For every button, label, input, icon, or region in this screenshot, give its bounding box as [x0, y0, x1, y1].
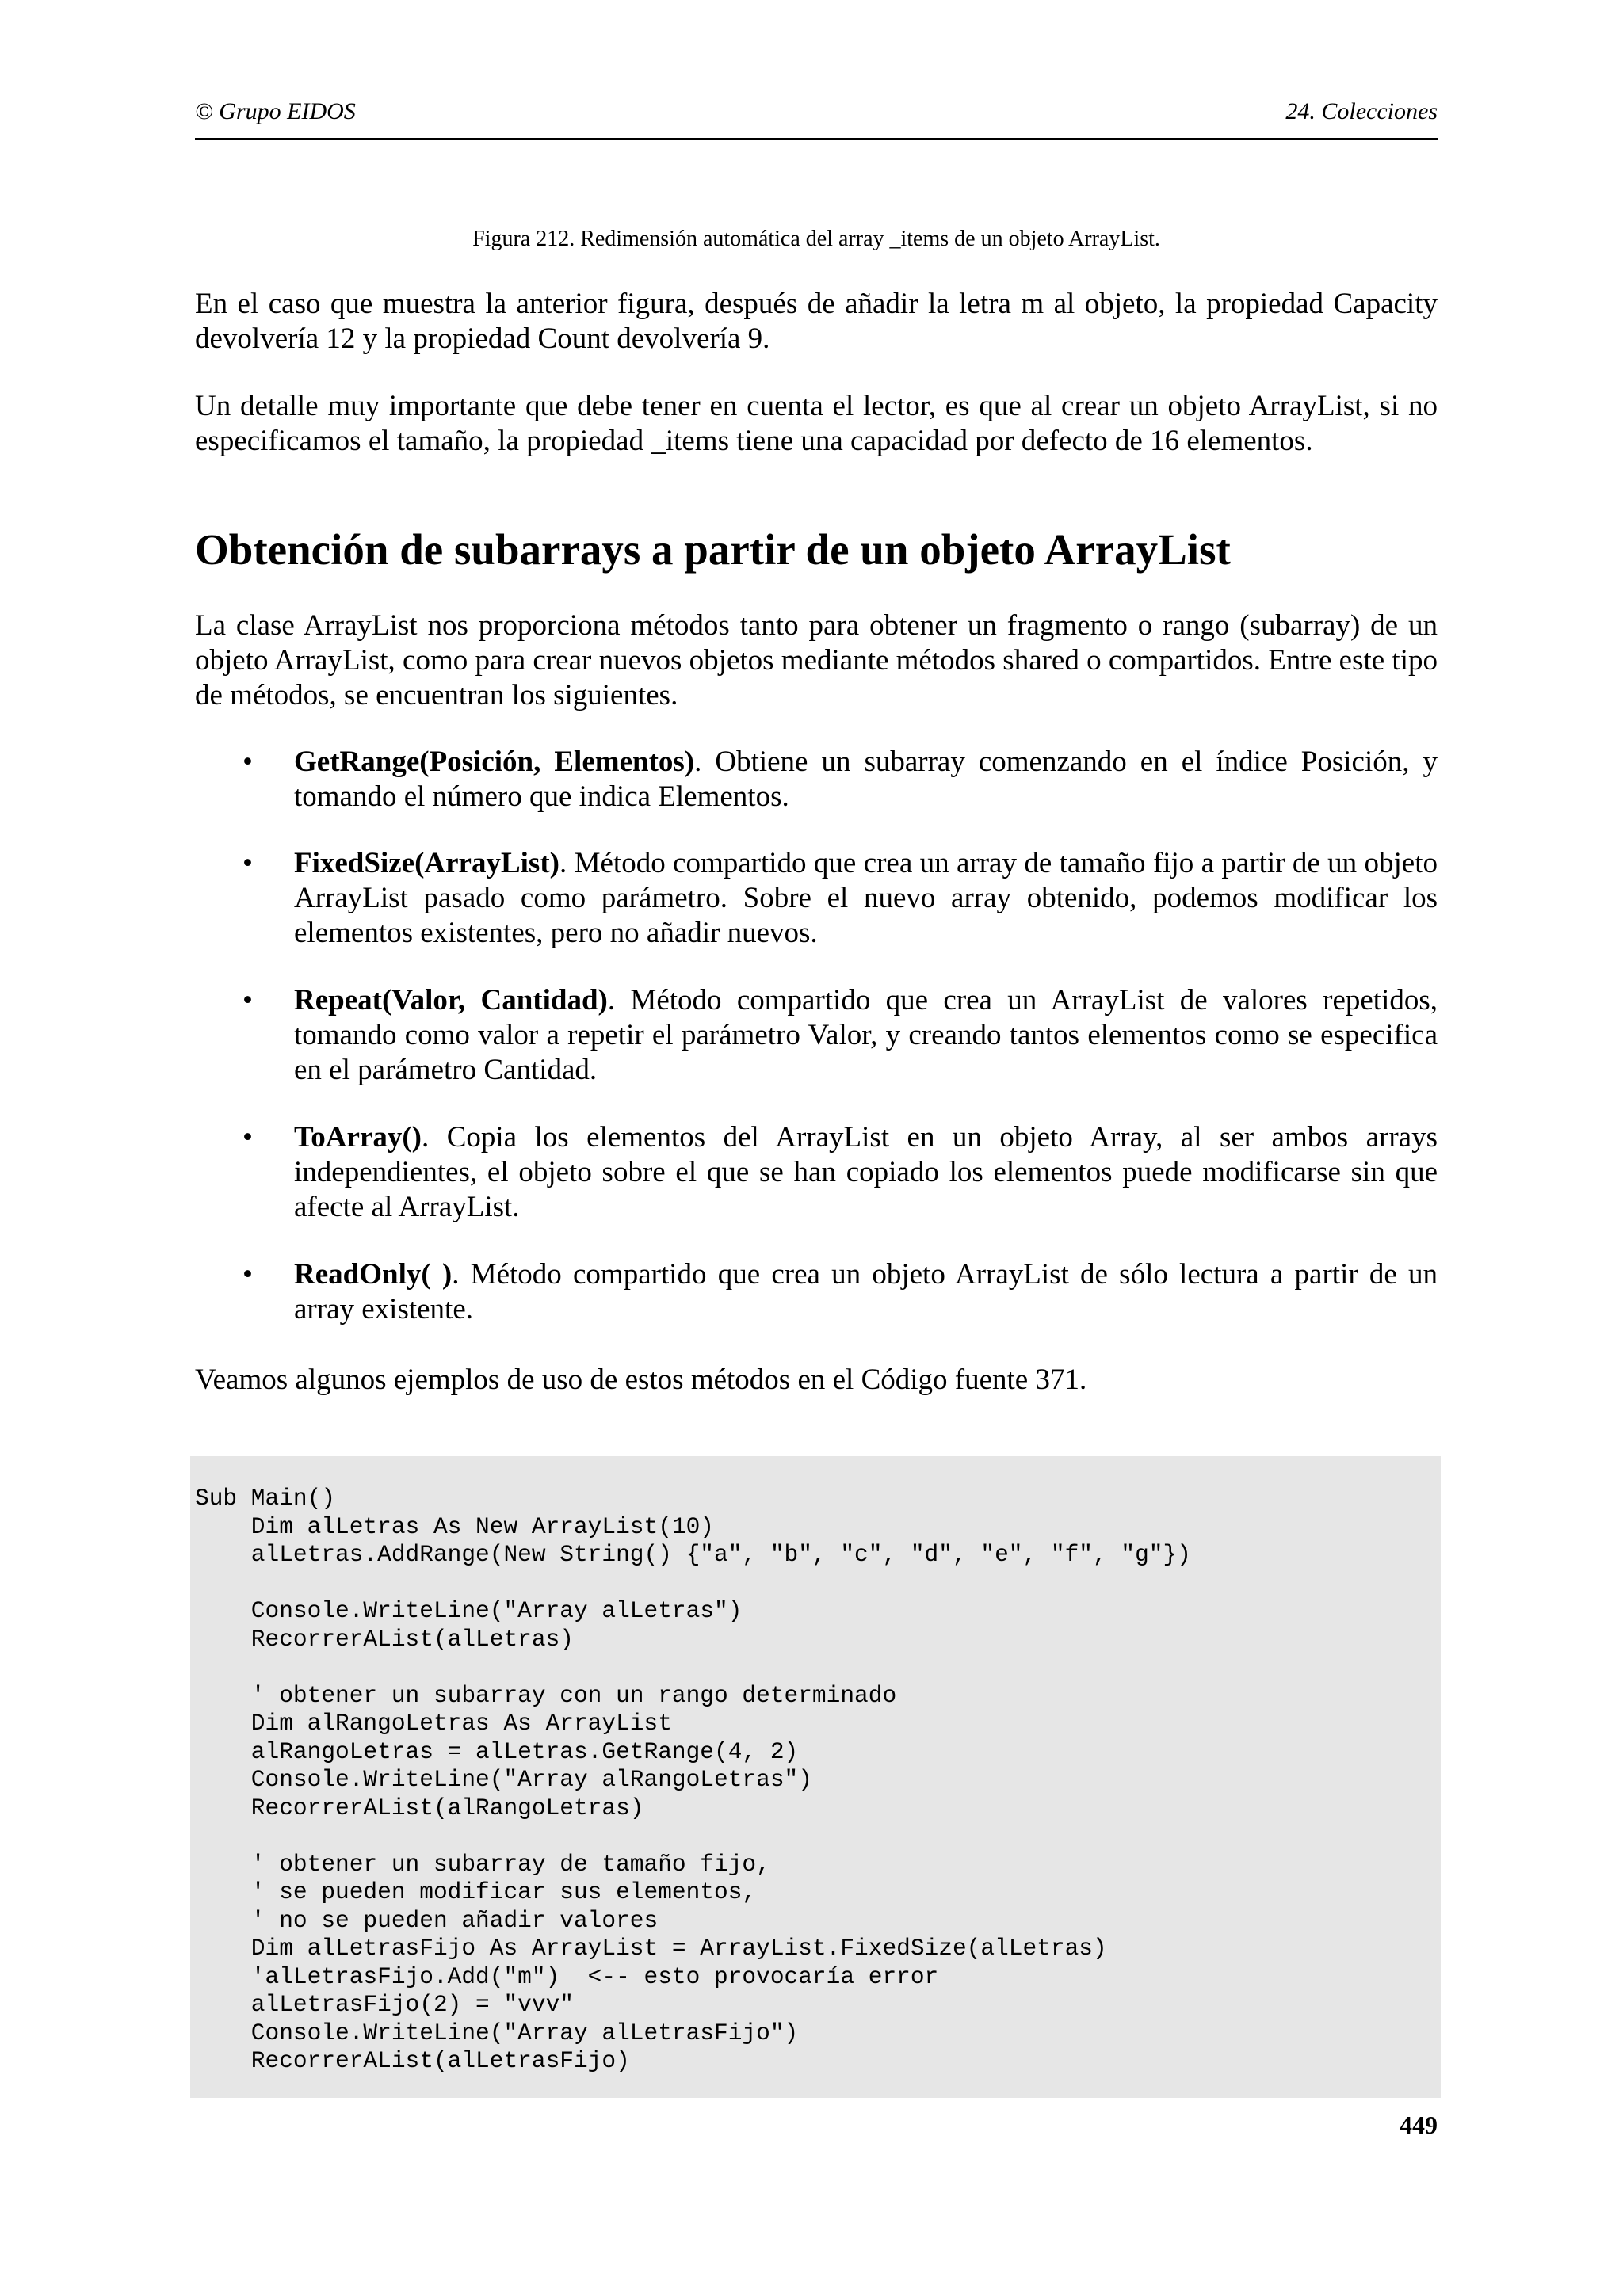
- list-item: [195, 846, 1438, 951]
- list-item: [195, 1257, 1438, 1327]
- bullet-dot: •: [242, 1258, 253, 1291]
- header-chapter: 24. Colecciones: [1285, 98, 1438, 124]
- method-name: FixedSize(ArrayList): [294, 847, 559, 879]
- paragraph-default-capacity: Un detalle muy importante que debe tener en cuenta el lector, es que al crear un objeto ArrayList, si no especificamos el tamaño, la propiedad _items tiene una capacidad por defecto de 16 elementos.: [195, 390, 1438, 457]
- running-header: [195, 93, 1438, 140]
- bullet-dot: •: [242, 847, 253, 879]
- paragraph-examples-ref: Veamos algunos ejemplos de uso de estos métodos en el Código fuente 371.: [195, 1363, 1087, 1396]
- method-description: . Método compartido que crea un ArrayList de valores repetidos, tomando como valor a repetir el parámetro Valor, y creando tantos elementos como se especifica en el parámetro Cantidad.: [294, 984, 1438, 1086]
- paragraph-capacity-count: En el caso que muestra la anterior figura, después de añadir la letra m al objeto, la propiedad Capacity devolvería 12 y la propiedad Count devolvería 9.: [195, 288, 1438, 355]
- paragraph-intro-methods: La clase ArrayList nos proporciona métodos tanto para obtener un fragmento o rango (subarray) de un objeto ArrayList, como para crear nuevos objetos mediante métodos shared o compartidos. Entre este tipo de métodos, se encuentran los siguientes.: [195, 609, 1438, 711]
- method-description: . Copia los elementos del ArrayList en un objeto Array, al ser ambos arrays independientes, el objeto sobre el que se han copiado los elementos puede modificarse sin que afecte al ArrayList.: [294, 1121, 1438, 1223]
- code-listing: [190, 1456, 1441, 2098]
- method-description: . Método compartido que crea un objeto ArrayList de sólo lectura a partir de un array existente.: [294, 1258, 1438, 1325]
- page-number: 449: [1400, 2111, 1438, 2139]
- bullet-dot: •: [242, 984, 253, 1016]
- figure-caption: Figura 212. Redimensión automática del array _items de un objeto ArrayList.: [472, 227, 1160, 251]
- bullet-dot: •: [242, 746, 253, 778]
- list-item: [195, 745, 1438, 814]
- method-name: ReadOnly( ): [294, 1258, 453, 1291]
- header-publisher: © Grupo EIDOS: [195, 98, 356, 124]
- method-name: ToArray(): [294, 1121, 422, 1154]
- bullet-dot: •: [242, 1121, 253, 1154]
- method-name: Repeat(Valor, Cantidad): [294, 984, 608, 1016]
- list-item: [195, 1120, 1438, 1225]
- method-name: GetRange(Posición, Elementos): [294, 746, 695, 778]
- list-item: [195, 983, 1438, 1088]
- code-text: Sub Main() Dim alLetras As New ArrayList(10) alLetras.AddRange(New String() {"a", "b", "c", "d", "e", "f", "g"}) Console.WriteLine("Array alLetras") RecorrerAList(alLetras) ' obtener un subarray con un rango determinado Dim alRangoLetras As ArrayList alRangoLetras = alLetras.GetRange(4, 2) Console.WriteLine("Array alRangoLetras") RecorrerAList(alRangoLetras) ' obtener un subarray de tamaño fijo, ' se pueden modificar sus elementos, ' no se pueden añadir valores Dim alLetrasFijo As ArrayList = ArrayList.FixedSize(alLetras) 'alLetrasFijo.Add("m") <-- esto provocaría error alLetrasFijo(2) = "vvv" Console.WriteLine("Array alLetrasFijo") RecorrerAList(alLetrasFijo): [195, 1485, 1191, 2074]
- method-description: . Método compartido que crea un array de tamaño fijo a partir de un objeto ArrayList pasado como parámetro. Sobre el nuevo array obtenido, podemos modificar los elementos existentes, pero no añadir nuevos.: [294, 847, 1438, 949]
- section-heading: Obtención de subarrays a partir de un objeto ArrayList: [195, 525, 1231, 574]
- method-description: . Obtiene un subarray comenzando en el índice Posición, y tomando el número que indica Elementos.: [294, 746, 1438, 813]
